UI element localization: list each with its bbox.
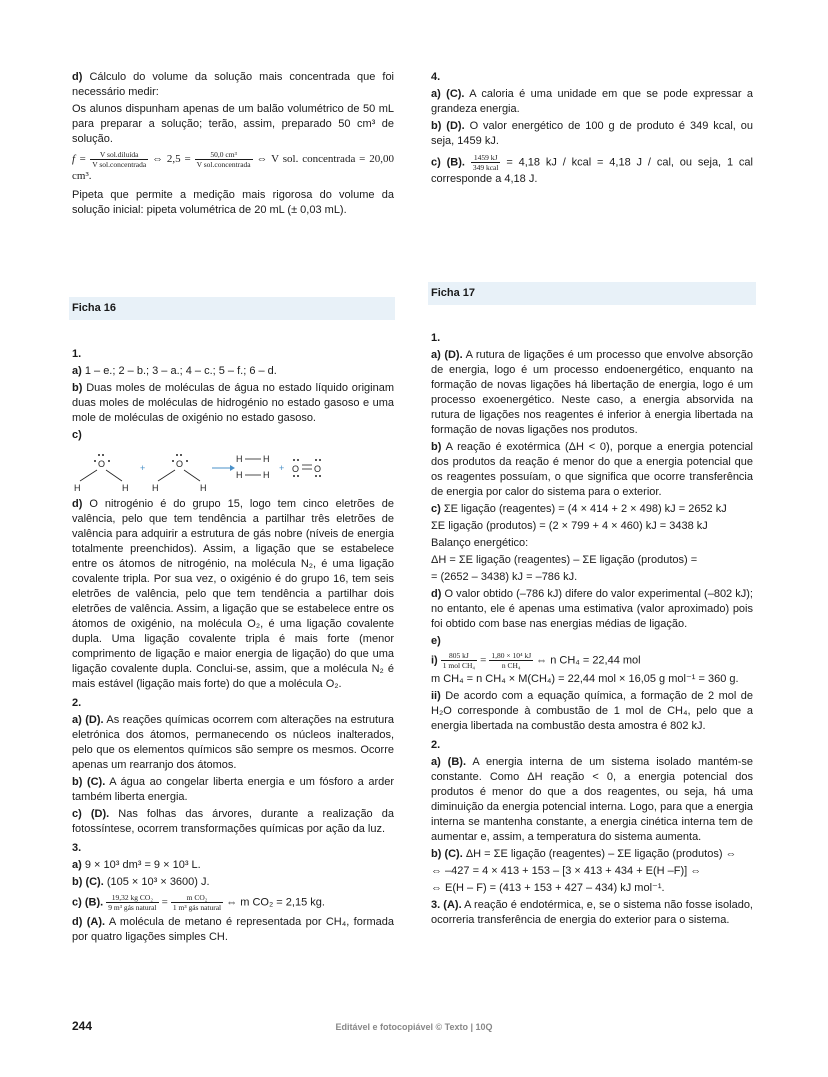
- svg-text:O: O: [176, 459, 184, 469]
- reaction-diagram: [72, 445, 394, 493]
- svg-text:H: H: [74, 483, 81, 493]
- svg-text:H: H: [200, 483, 207, 493]
- svg-text:H: H: [122, 483, 129, 493]
- question-number: 2.: [72, 697, 82, 709]
- dilution-equation: f = $\frac{\text{V sol.diluída}}{\text{V sol.concentrada}}$ ⇔ 2,5 = $\frac{\text{50,0 cm³}}{\text{V sol.concentrada}}$ ⇔ V sol. concentrada = 20,00 cm³.: [72, 150, 394, 182]
- ficha-16: [69, 297, 395, 320]
- svg-text:H: H: [236, 454, 243, 464]
- section-title: Ficha 16: [69, 297, 395, 320]
- section-title: Ficha 17: [428, 282, 756, 305]
- svg-text:H: H: [236, 470, 243, 480]
- svg-text:O: O: [314, 464, 322, 474]
- question-number: 4.: [431, 71, 441, 83]
- left-top-section: [72, 70, 394, 220]
- footer-credit: Editável e fotocopiável © Texto | 10Q: [335, 1022, 493, 1032]
- water-decomposition-lewis-diagram: [72, 445, 394, 493]
- ficha-17: [428, 282, 756, 305]
- item-label: d): [72, 71, 83, 83]
- svg-text:H: H: [263, 454, 270, 464]
- paragraph: Os alunos dispunham apenas de um balão volumétrico de 50 mL para preparar a solução; terão, assim, preparado 50 cm³ de solução.: [72, 103, 394, 145]
- svg-text:+: +: [140, 463, 146, 473]
- right-top-section: 4. a) (C). A caloria é uma unidade em que se pode expressar a grandeza energia. b) (D). O valor energético de 100 g de produto é 349 kcal, ou seja, 1459 kJ. c) (B). $\frac{1459 kJ}{\text{349 kcal}}$ = 4,18 kJ / kcal = 4,18 J / cal, ou seja, 1 cal corresponde a 4,18 J.: [431, 71, 754, 185]
- page-number: 244: [72, 1019, 93, 1033]
- question-number: 1.: [72, 348, 82, 360]
- question-number: 1.: [431, 332, 441, 344]
- svg-text:O: O: [98, 459, 106, 469]
- question-number: 2.: [431, 739, 441, 751]
- ficha-16-content: 1. a) 1 – e.; 2 – b.; 3 – a.; 4 – c.; 5 – f.; 6 – d. b) Duas moles de moléculas de água no estado líquido originam duas moles de moléculas de hidrogénio no estado gasoso e uma mole de moléculas de oxigénio no estado gasoso. c) O H H + O H H H H H H + O O d) O nitrogénio é do grupo 15, logo tem cinco eletrões de valência, pelo que tem tendência a partilhar três eletrões de valência para adquirir a estrutura de gás nobre (níveis de energia totalmente preenchidos). Assim, a ligação que se estabelece entre os átomos de nitrogénio, na molécula N₂, é uma ligação covalente tripla. Por sua vez, o oxigénio é do grupo 16, tem seis eletrões de valência, pelo que tem tendência a partilhar dois eletrões de valência. Assim, a ligação que se estabelece entre os átomos de oxigénio, na molécula O₂, é uma ligação covalente dupla. Uma ligação covalente tripla é mais forte (menor comprimento de ligação e maior energia de ligação) do que uma ligação covalente dupla. Conclui-se, assim, que a molécula N₂ é mais estável (ligação mais forte) do que a molécula O₂. 2. a) (D). As reações químicas ocorrem com alterações na estrutura eletrónica dos átomos, permanecendo os núcleos inalterados, pelo que os elementos químicos são sempre os mesmos. Ocorre apenas um rearranjo dos átomos. b) (C). A água ao congelar liberta energia e um fósforo a arder também liberta energia. c) (D). Nas folhas das árvores, durante a realização da fotossíntese, ocorrem transformações químicas por ação da luz. 3. a) 9 × 10³ dm³ = 9 × 10³ L. b) (C). (105 × 10³ × 3600) J. c) (B). $\frac{\text{19,32 kg CO₂}}{\text{9 m³ gás natural}}$ = $\frac{\text{m CO₂}}{\text{1 m³ gás natural}}$ ⇔ m CO₂ = 2,15 kg. d) (A). A molécula de metano é representada por CH₄, formada por quatro ligações simples CH.: [72, 348, 395, 943]
- svg-text:H: H: [152, 483, 159, 493]
- svg-text:O: O: [292, 464, 300, 474]
- svg-text:H: H: [263, 470, 270, 480]
- question-number: 3.: [72, 842, 82, 854]
- svg-text:+: +: [279, 463, 285, 473]
- paragraph: Pipeta que permite a medição mais rigorosa do volume da solução inicial: pipeta volumétrica de 20 mL (± 0,03 mL).: [72, 189, 394, 216]
- item-text: Cálculo do volume da solução mais concentrada que foi necessário medir:: [72, 71, 395, 98]
- ficha-17-content: 1. a) (D). A rutura de ligações é um processo que envolve absorção de energia, logo é um processo endoenergético, enquanto na formação de novas ligações há libertação de energia, logo é um processo exoenergético. Neste caso, a energia absorvida na rutura de ligações nos reagentes é inferior à energia libertada na formação de novas ligações nos produtos. b) A reação é exotérmica (ΔH < 0), porque a energia potencial dos produtos da reação é menor do que a energia potencial que os reagentes possuíam, o que significa que ocorre transferência de energia por calor do sistema para o exterior. c) ΣE ligação (reagentes) = (4 × 414 + 2 × 498) kJ = 2652 kJ ΣE ligação (produtos) = (2 × 799 + 4 × 460) kJ = 3438 kJ Balanço energético: ΔH = ΣE ligação (reagentes) – ΣE ligação (produtos) = = (2652 – 3438) kJ = –786 kJ. d) O valor obtido (–786 kJ) difere do valor experimental (–802 kJ); no entanto, ele é apenas uma estimativa (valor aproximado) pois foi obtido com base nas energias médias de ligação. e) i) $\frac{805 kJ}{\text{1 mol CH₄}}$ = $\frac{\text{1,80 × 10⁴ kJ}}{\text{n CH₄}}$ ⇔ n CH₄ = 22,44 mol m CH₄ = n CH₄ × M(CH₄) = 22,44 mol × 16,05 g mol⁻¹ = 360 g. ii) De acordo com a equação química, a formação de 2 mol de H₂O corresponde à combustão de 1 mol de CH₄, pelo que a energia libertada na combustão desta amostra é 802 kJ. 2. a) (B). A energia interna de um sistema isolado mantém-se constante. Como ΔH reação < 0, a energia potencial dos produtos é menor do que a dos reagentes, ou seja, há uma diminuição da energia potencial interna. Logo, para que a energia interna se mantenha constante, a energia cinética interna tem de aumentar e, assim, a temperatura do sistema aumenta. b) (C). ΔH = ΣE ligação (reagentes) – ΣE ligação (produtos) ⇔ ⇔ –427 = 4 × 413 + 153 – [3 × 413 + 434 + E(H –F)] ⇔ ⇔ E(H – F) = (413 + 153 + 427 – 434) kJ mol⁻¹. 3. (A). A reação é endotérmica, e, se o sistema não fosse isolado, ocorreria transferência de energia do exterior para o sistema.: [431, 332, 754, 926]
